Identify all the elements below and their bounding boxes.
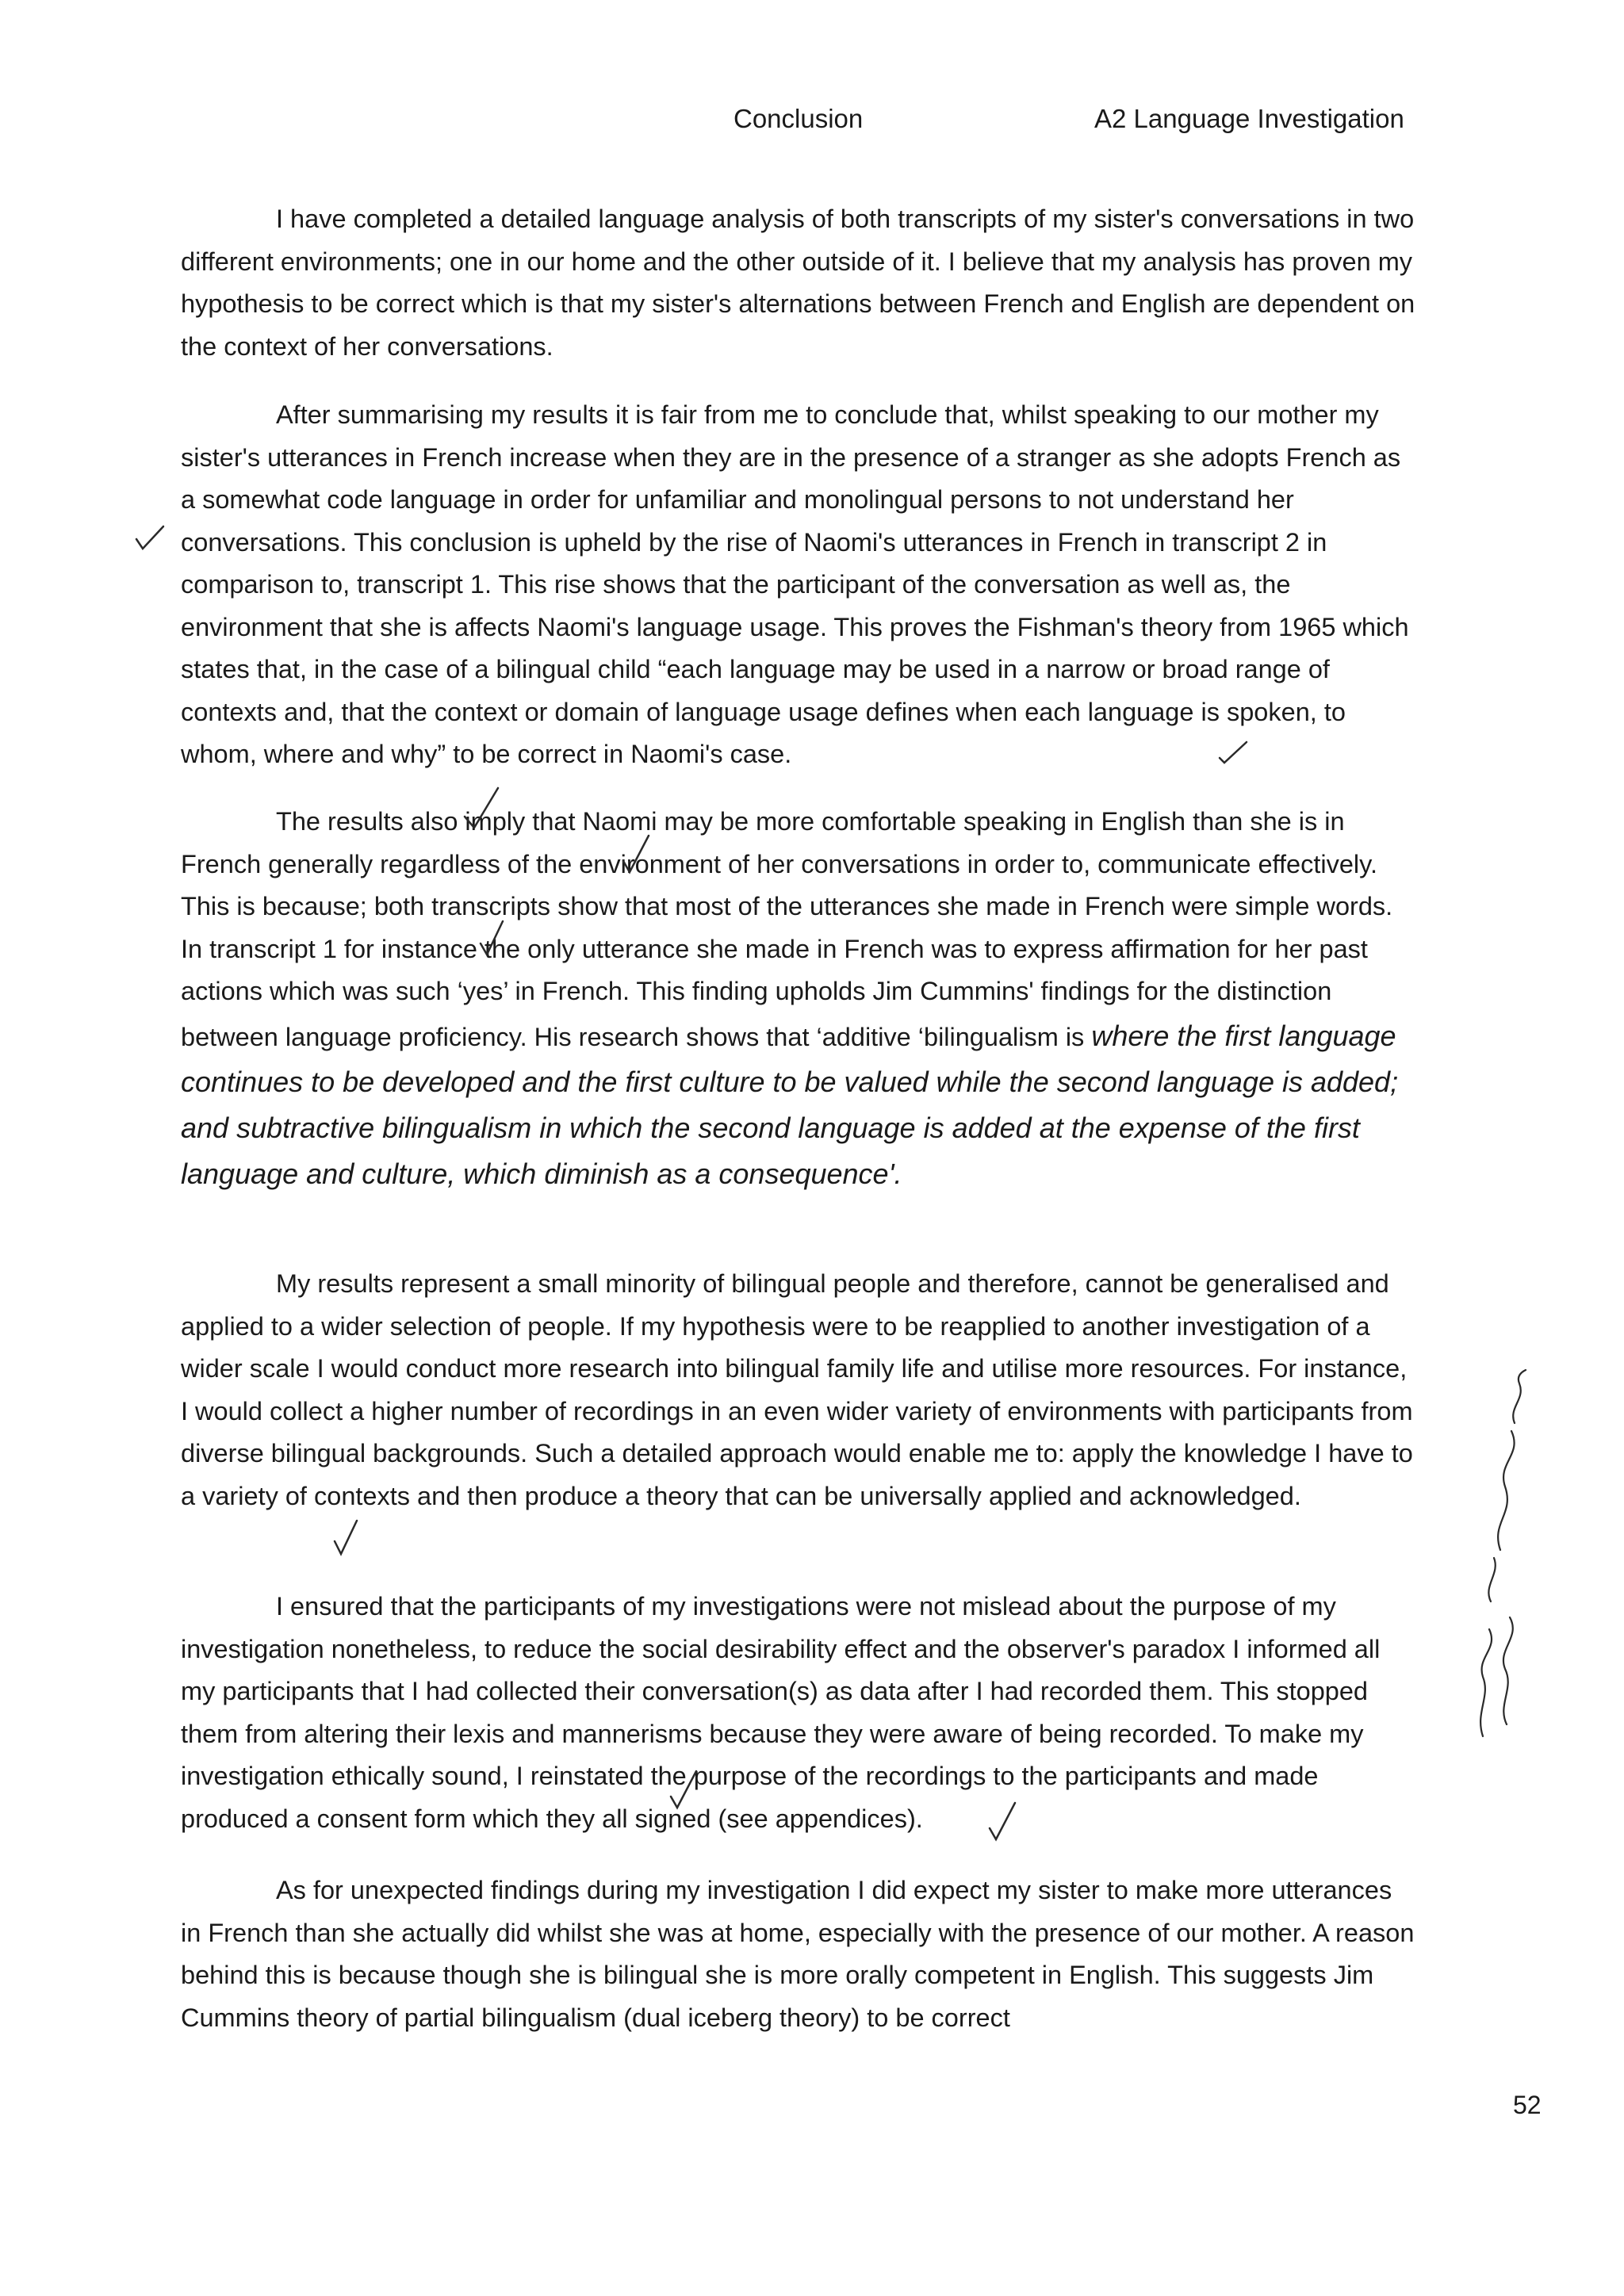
tick-mark-icon xyxy=(133,523,167,552)
paragraph-1 xyxy=(181,198,1418,368)
paragraph-3 xyxy=(181,801,1418,1197)
paragraph-2 xyxy=(181,394,1418,776)
tick-mark-icon xyxy=(620,832,652,877)
tick-mark-icon xyxy=(986,1800,1018,1844)
tick-mark-icon xyxy=(462,785,501,832)
paragraph-5 xyxy=(181,1586,1418,1840)
paragraph-4-text: My results represent a small minority of bilingual people and therefore, cannot be generalised and applied to a wider selection of people. If my hypothesis were to be reapplied to another investigation of a wider scale I would conduct more research into bilingual family life and utilise more resources. For instance, I would collect a higher number of recordings in an even wider variety of environments with participants from diverse bilingual backgrounds. Such a detailed approach would enable me to: apply the knowledge I have to a variety of contexts and then produce a theory that can be universally applied and acknowledged. xyxy=(181,1269,1413,1510)
paragraph-6-text: As for unexpected findings during my investigation I did expect my sister to make more utterances in French than she actually did whilst she was at home, especially with the presence of our mother. A reason behind this is because though she is bilingual she is more orally competent in English. This suggests Jim Cummins theory of partial bilingualism (dual iceberg theory) to be correct xyxy=(181,1876,1415,2032)
tick-mark-icon xyxy=(477,918,506,959)
paragraph-3-text: The results also imply that Naomi may be more comfortable speaking in English than she is in French generally regardless of the environment of her conversations in order to, communicate effectively. This is because; both transcripts show that most of the utterances she made in French were simple words. In transcript 1 for instance the only utterance she made in French was to express affirmation for her past actions which was such ‘yes’ in French. This finding upholds Jim Cummins' findings for the distinction between language proficiency. His research shows that ‘additive ‘bilingualism is xyxy=(181,807,1393,1051)
paragraph-1-text: I have completed a detailed language analysis of both transcripts of my sister's conversations in two different environments; one in our home and the other outside of it. I believe that my analysis has proven my hypothesis to be correct which is that my sister's alternations between French and English are dependent on the context of her conversations. xyxy=(181,205,1415,361)
tick-mark-icon xyxy=(668,1768,699,1812)
handwritten-margin-comment xyxy=(1459,1364,1554,1744)
paragraph-5-text: I ensured that the participants of my investigations were not mislead about the purpose of my investigation nonetheless, to reduce the social desirability effect and the observer's paradox I informed all my participants that I had collected their conversation(s) as data after I had recorded them. This stopped them from altering their lexis and mannerisms because they were aware of being recorded. To make my investigation ethically sound, I reinstated the purpose of the recordings to the participants and made produced a consent form which they all signed (see appendices). xyxy=(181,1592,1381,1833)
cummins-quote: where the first language continues to be developed and the first culture to be valued while the second language is added; and subtractive bilingualism in which the second language is added at the expense of the first language and culture, which diminish as a consequence'. xyxy=(181,1019,1399,1190)
header-course: A2 Language Investigation xyxy=(1094,104,1404,133)
tick-mark-icon xyxy=(1216,737,1250,766)
header-title: Conclusion xyxy=(733,104,864,133)
tick-mark-icon xyxy=(331,1517,360,1559)
paragraph-6 xyxy=(181,1869,1418,2039)
page-number: 52 xyxy=(1513,2091,1542,2119)
paragraph-2-text: After summarising my results it is fair from me to conclude that, whilst speaking to our mother my sister's utterances in French increase when they are in the presence of a stranger as she adopts French as a somewhat code language in order for unfamiliar and monolingual persons to not understand her conversations. This conclusion is upheld by the rise of Naomi's utterances in French in transcript 2 in comparison to, transcript 1. This rise shows that the participant of the conversation as well as, the environment that she is affects Naomi's language usage. This proves the Fishman's theory from 1965 which states that, in the case of a bilingual child “each language may be used in a narrow or broad range of contexts and, that the context or domain of language usage defines when each language is spoken, to whom, where and why” to be correct in Naomi's case. xyxy=(181,400,1409,768)
paragraph-4 xyxy=(181,1263,1418,1517)
